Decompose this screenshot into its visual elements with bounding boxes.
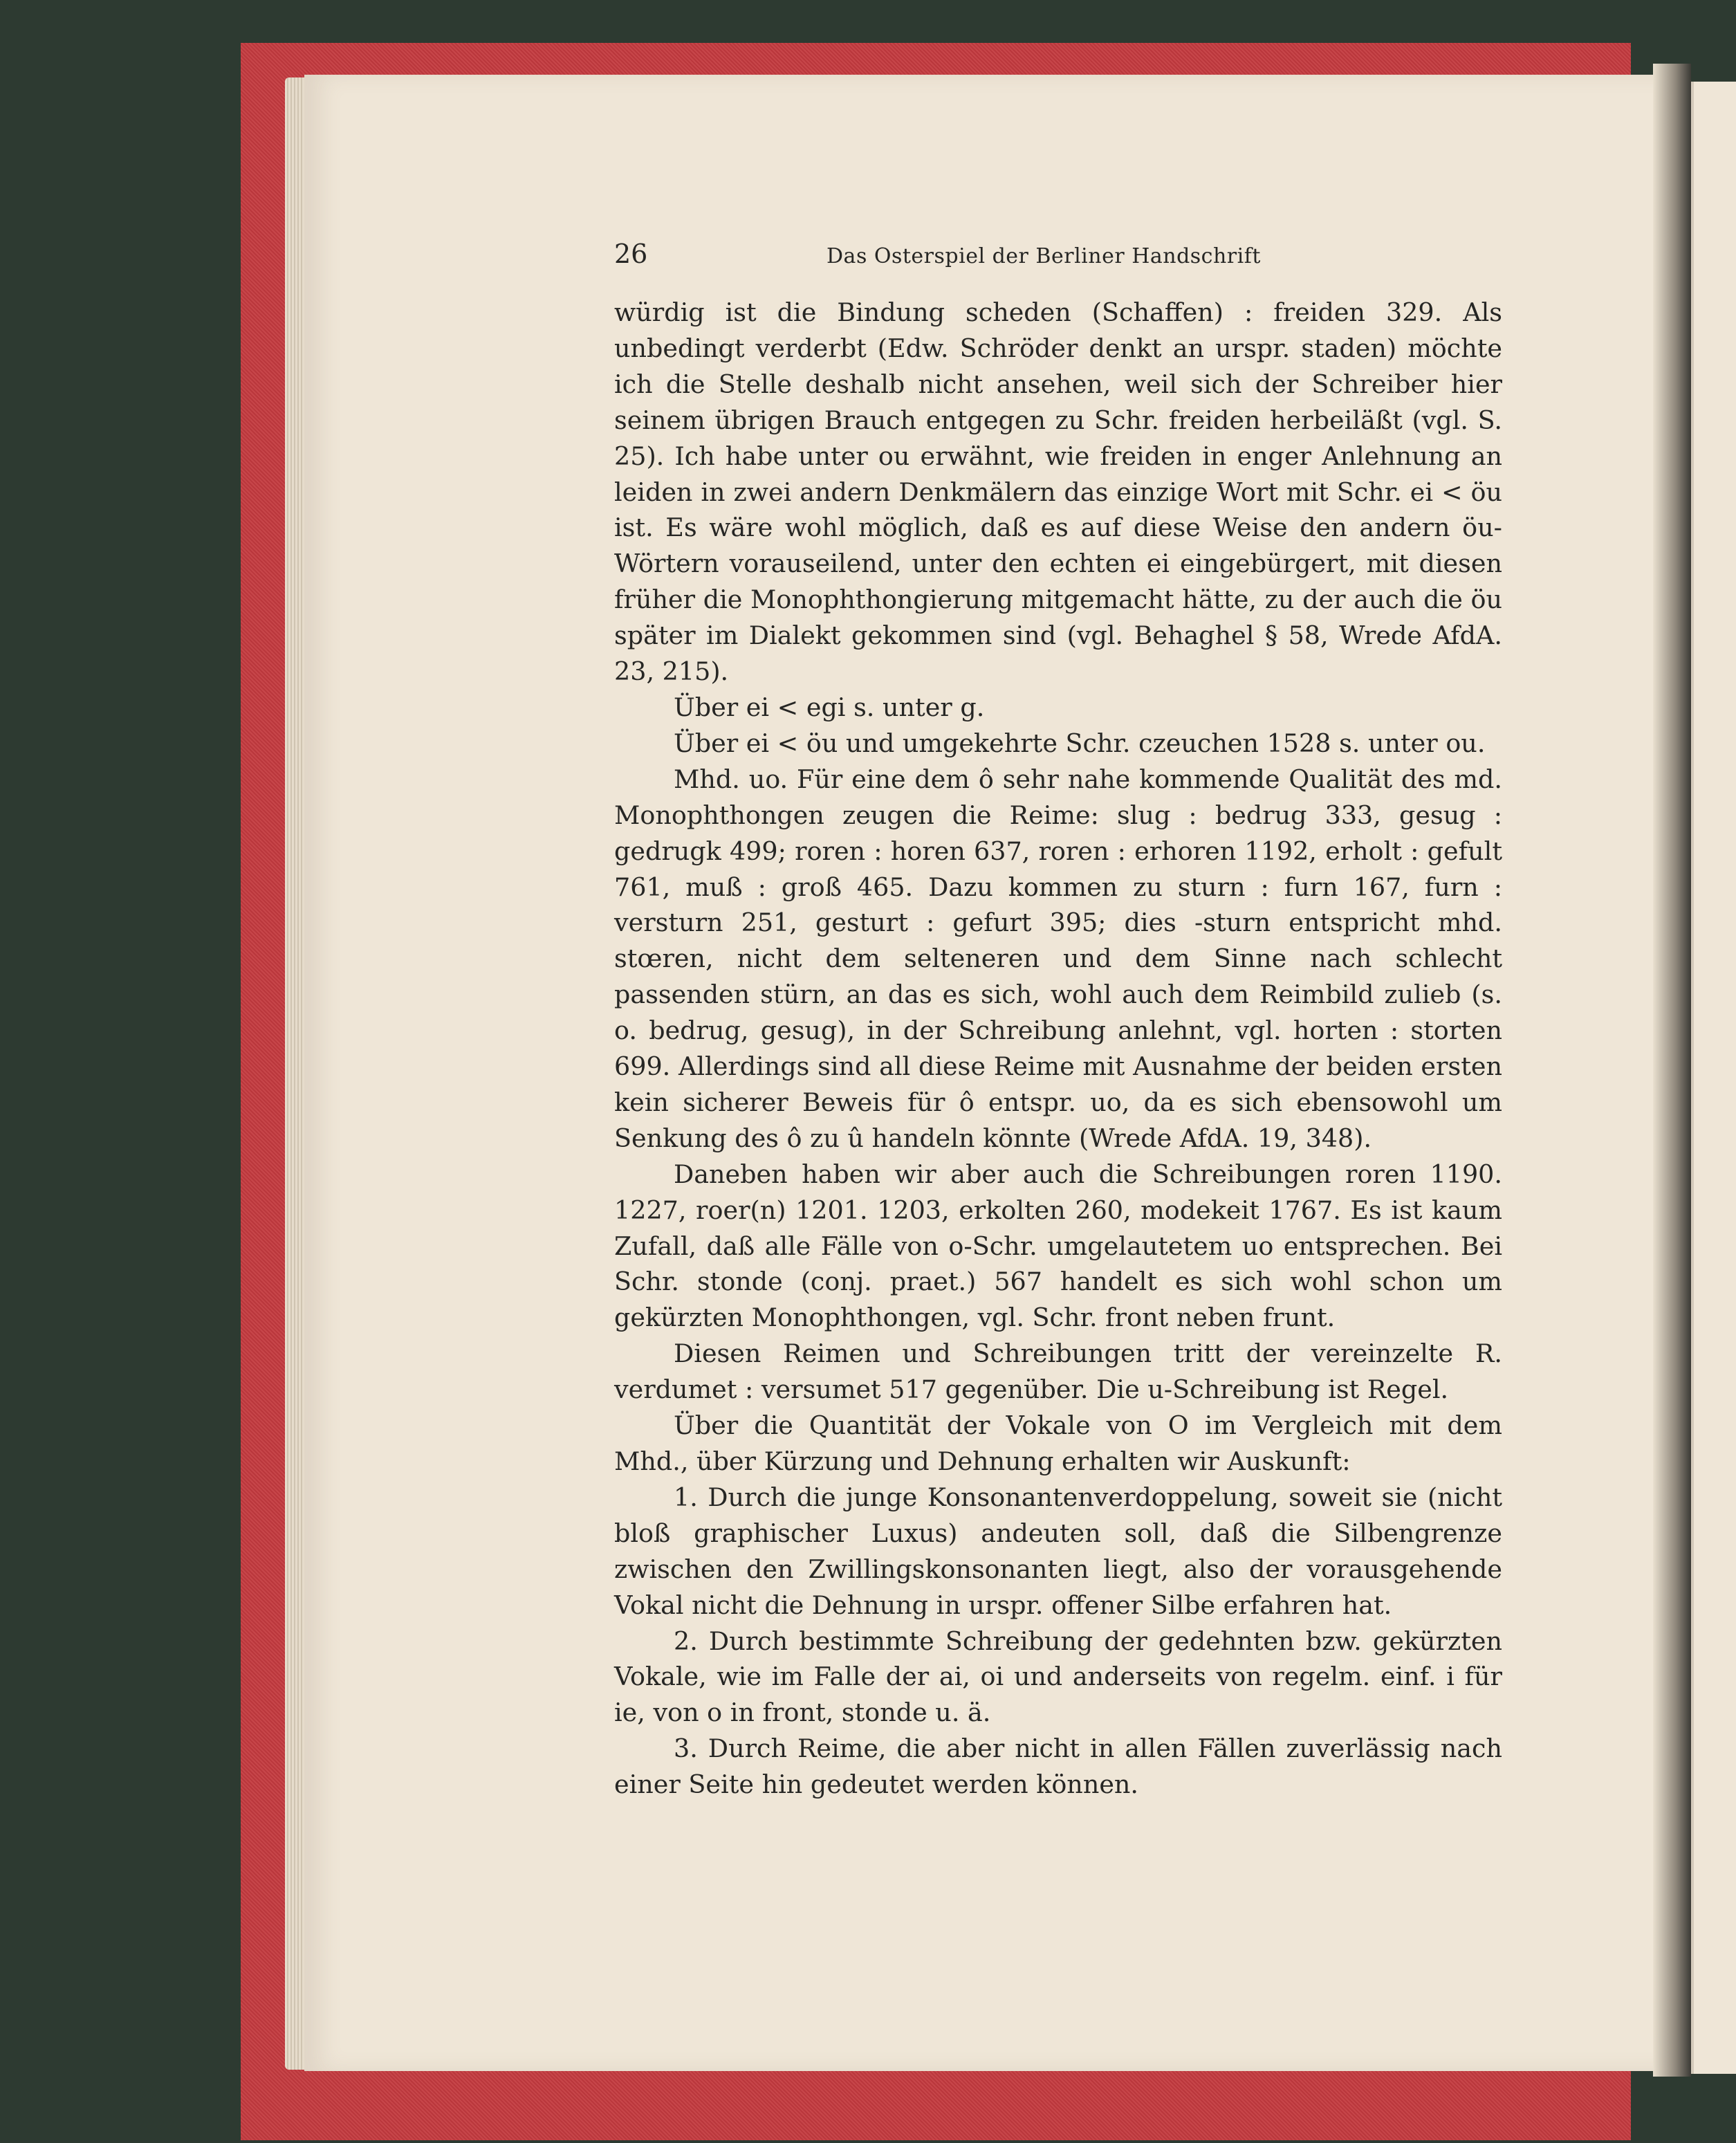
- paragraph-8: 1. Durch die junge Konsonantenverdoppelung, soweit sie (nicht bloß graphischer Luxus) andeuten soll, daß die Silbengrenze zwischen den Zwillingskonsonanten liegt, also der vorausgehende Vokal nicht die Dehnung in urspr. offener Silbe erfahren hat.: [614, 1482, 1502, 1620]
- page-header: [614, 237, 1502, 285]
- paragraph-7: Über die Quantität der Vokale von O im Vergleich mit dem Mhd., über Kürzung und Dehnung erhalten wir Auskunft:: [614, 1410, 1502, 1476]
- paragraph-6: Diesen Reimen und Schreibungen tritt der vereinzelte R. verdumet : versumet 517 gegenüber. Die u-Schreibung ist Regel.: [614, 1339, 1502, 1405]
- book-gutter: [1653, 64, 1691, 2077]
- paragraph-1: würdig ist die Bindung scheden (Schaffen) : freiden 329. Als unbedingt verderbt (Edw. Schröder denkt an urspr. staden) möchte ich die Stelle deshalb nicht ansehen, weil sich der Schreiber hier seinem übrigen Brauch entgegen zu Schr. freiden herbeiläßt (vgl. S. 25). Ich habe unter ou erwähnt, wie freiden in enger Anlehnung an leiden in zwei andern Denkmälern das einzige Wort mit Schr. ei < öu ist. Es wäre wohl möglich, daß es auf diese Weise den andern öu-Wörtern vorauseilend, unter den echten ei eingebürgert, mit diesen früher die Monophthongierung mitgemacht hätte, zu der auch die öu später im Dialekt gekommen sind (vgl. Behaghel § 58, Wrede AfdA. 23, 215).: [614, 297, 1502, 687]
- paragraph-5: Daneben haben wir aber auch die Schreibungen roren 1190. 1227, roer(n) 1201. 1203, erkolten 260, modekeit 1767. Es ist kaum Zufall, daß alle Fälle von o-Schr. umgelautetem uo entsprechen. Bei Schr. stonde (conj. praet.) 567 handelt es sich wohl schon um gekürzten Monophthongen, vgl. Schr. front neben frunt.: [614, 1159, 1502, 1333]
- paragraph-3: Über ei < öu und umgekehrte Schr. czeuchen 1528 s. unter ou.: [674, 728, 1486, 758]
- paragraph-9: 2. Durch bestimmte Schreibung der gedehnten bzw. gekürzten Vokale, wie im Falle der ai, oi und anderseits von regelm. einf. i für ie, von o in front, stonde u. ä.: [614, 1626, 1502, 1728]
- page-number: 26: [614, 239, 648, 269]
- paragraph-4: Mhd. uo. Für eine dem ô sehr nahe kommende Qualität des md. Monophthongen zeugen die Reime: slug : bedrug 333, gesug : gedrugk 499; roren : horen 637, roren : erhoren 1192, erholt : gefult 761, muß : groß 465. Dazu kommen zu sturn : furn 167, furn : versturn 251, gesturt : gefurt 395; dies -sturn entspricht mhd. stœren, nicht dem selteneren und dem Sinne nach schlecht passenden stürn, an das es sich, wohl auch dem Reimbild zulieb (s. o. bedrug, gesug), in der Schreibung anlehnt, vgl. horten : storten 699. Allerdings sind all diese Reime mit Ausnahme der beiden ersten kein sicherer Beweis für ô entspr. uo, da es sich ebensowohl um Senkung des ô zu û handeln könnte (Wrede AfdA. 19, 348).: [614, 764, 1502, 1153]
- page-text: [614, 237, 1502, 1803]
- paragraph-10: 3. Durch Reime, die aber nicht in allen Fällen zuverlässig nach einer Seite hin gedeutet werden können.: [614, 1733, 1502, 1800]
- running-title: Das Osterspiel der Berliner Handschrift: [827, 244, 1261, 268]
- paragraph-2: Über ei < egi s. unter g.: [674, 692, 985, 722]
- facing-page-edge: [1691, 82, 1736, 2074]
